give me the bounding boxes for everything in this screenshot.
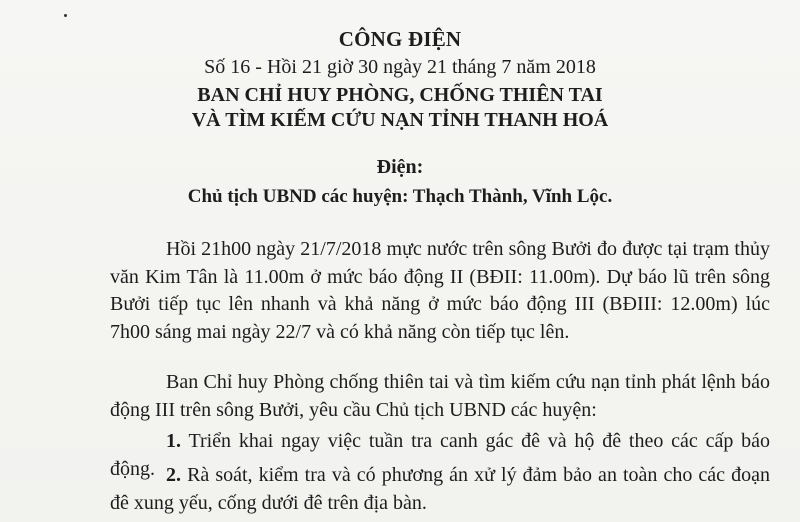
paragraph-flood-status: Hồi 21h00 ngày 21/7/2018 mực nước trên sông Bưởi đo được tại trạm thủy văn Kim Tân là 11.00m ở mức báo động II (BĐII: 11.00m). Dự báo lũ trên sông Bưởi tiếp tục lên nhanh và khả năng ở mức báo động III (BĐIII: 12.00m) lúc 7h00 sáng mai ngày 22/7 và có khả năng còn tiếp tục lên. <box>110 238 770 343</box>
dien-label: Điện: <box>376 156 424 178</box>
list-item-2 <box>110 462 770 517</box>
document-title: CÔNG ĐIỆN <box>338 27 462 51</box>
ink-speck <box>64 14 67 17</box>
list-item-text: Rà soát, kiểm tra và có phương án xử lý đảm bảo an toàn cho các đoạn đê xung yếu, cống dưới đê trên địa bàn. <box>110 464 770 514</box>
issuing-agency-line-1: BAN CHỈ HUY PHÒNG, CHỐNG THIÊN TAI <box>197 84 603 106</box>
list-item-number: 1. <box>166 430 181 452</box>
list-item-text: Triển khai ngay việc tuần tra canh gác đê và hộ đê theo các cấp báo động. <box>110 430 770 480</box>
recipients-line: Chủ tịch UBND các huyện: Thạch Thành, Vĩnh Lộc. <box>187 186 613 207</box>
document-number-line: Số 16 - Hồi 21 giờ 30 ngày 21 tháng 7 năm 2018 <box>204 56 596 78</box>
issuing-agency-line-2: VÀ TÌM KIẾM CỨU NẠN TỈNH THANH HOÁ <box>191 109 609 131</box>
paragraph-alert-order: Ban Chỉ huy Phòng chống thiên tai và tìm kiếm cứu nạn tỉnh phát lệnh báo động III trên sông Bưởi, yêu cầu Chủ tịch UBND các huyện: <box>110 371 770 421</box>
list-item-number: 2. <box>166 464 181 486</box>
